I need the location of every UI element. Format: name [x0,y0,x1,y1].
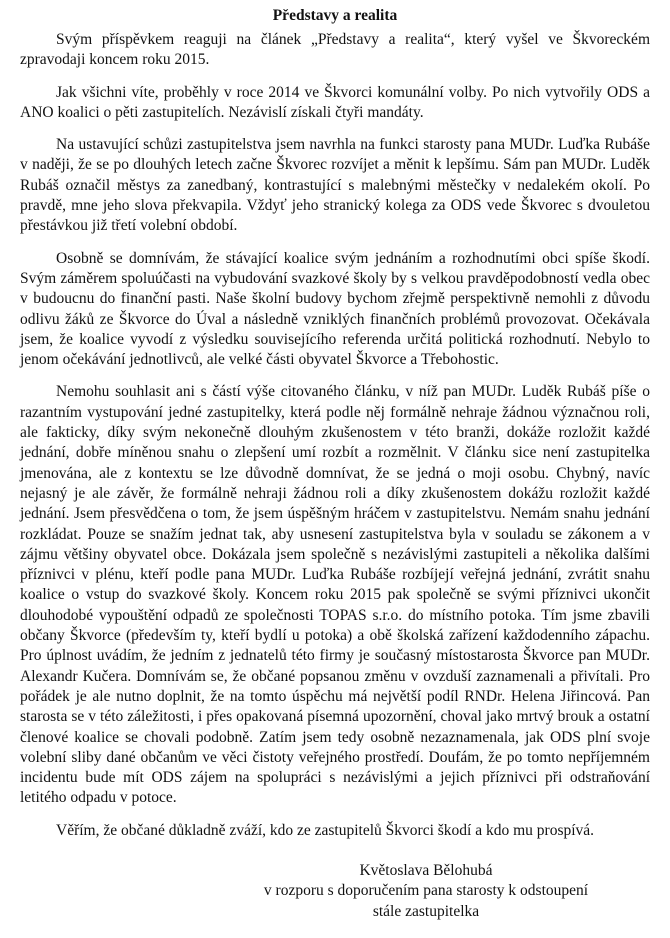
paragraph-intro: Svým příspěvkem reaguji na článek „Představy a realita“, který vyšel ve Škvoreckém zpravodaji koncem roku 2015. [20,31,650,69]
paragraph-disagreement: Nemohu souhlasit ani s částí výše citovaného článku, v níž pan MUDr. Luděk Rubáš píše o razantním vystupování jedné zastupitelky, která podle něj formálně nehraje žádnou význačnou roli, ale fakticky, díky svým nekonečně dlouhým zkušenostem v této branži, dokáže rozložit každé jednání, dobře míněnou snahu o zlepšení umí rozbít a rozmělnit. V článku sice není zastupitelka jmenována, ale z kontextu se lze důvodně domnívat, že se jedná o moji osobu. Chybný, navíc nejasný je ale závěr, že formálně nehraji žádnou roli a díky zkušenostem dokážu rozložit každé jednání. Jsem přesvědčena o tom, že jsem úspěšným hráčem v zastupitelstvu. Nemám snahu jednání rozkládat. Pouze se snažím jednat tak, aby usnesení zastupitelstva byla v souladu se zákonem a v zájmu většiny obyvatel obce. Dokázala jsem společně s nezávislými zastupiteli a několika dalšími příznivci v plénu, kteří podle pana MUDr. Luďka Rubáše rozbíjejí veřejná jednání, zvrátit snahu koalice o vstup do svazkové školy. Koncem roku 2015 pak společně se svými příznivci ukončit dlouhodobé vypouštění odpadů ze společnosti TOPAS s.r.o. do místního potoka. Tím jsme zbavili občany Škvorce (především ty, kteří bydlí u potoka) a obě školská zařízení každodenního zápachu. Pro úplnost uvádím, že jedním z jednatelů této firmy je současný místostarosta Škvorce pan MUDr. Alexandr Kučera. Domnívám se, že občané popsanou změnu v ovzduší zaznamenali a přivítali. Pro pořádek je ale nutno doplnit, že na tomto úspěchu má největší podíl RNDr. Helena Jiřincová. Pan starosta se v této záležitosti, i přes opakovaná písemná upozornění, choval jako mrtvý brouk a ostatní členové koalice se chovali podobně. Zatím jsem tedy osobně nezaznamenala, jak ODS plní svoje volební sliby dané občanům ve věci čistoty veřejného prostředí. Doufám, že po tomto nepříjemném incidentu bude mít ODS zájem na spolupráci s nezávislými a jejich příznivci při odstraňování letitého odpadu v potoce. [20,383,650,807]
paragraph-mayor-nomination: Na ustavující schůzi zastupitelstva jsem navrhla na funkci starosty pana MUDr. Luďka Rubáše v naději, že se po dlouhých letech začne Škvorec rozvíjet a měnit k lepšímu. Sám pan MUDr. Luděk Rubáš označil městys za zanedbaný, kontrastující s malebnými městečky v nedalekém okolí. Po pravdě, mne jeho slova překvapila. Vždyť jeho stranický kolega za ODS vede Škvorec s dvouletou přestávkou již třetí volební období. [20,136,650,235]
document-page [20,6,650,922]
signature-role: stále zastupitelka [372,902,480,920]
document-title: Představy a realita [272,7,398,24]
paragraph-coalition: Osobně se domnívám, že stávající koalice svým jednáním a rozhodnutími obci spíše škodí. Svým záměrem spoluúčasti na vybudování svazkové školy by s velkou pravděpodobností vedla obec v budoucnu do finanční pasti. Naše školní budovy bychom zřejmě perspektivně nemohli z důvodu odlivu žáků ze Škvorce do Úval a následně vzniklých finančních problémů provozovat. Očekávala jsem, že koalice vyvodí z výsledku souvisejícího referenda určitá politická rozhodnutí. Nebylo to jenom očekávání jednotlivců, ale velké části obyvatel Škvorce a Třebohostic. [20,249,650,369]
signature-note: v rozporu s doporučením pana starosty k odstoupení [263,882,589,900]
paragraph-closing: Věřím, že občané důkladně zváží, kdo ze zastupitelů Škvorci škodí a kdo mu prospívá. [56,821,595,839]
signature-name: Květoslava Bělohubá [359,861,493,879]
signature-block [256,861,596,922]
paragraph-elections: Jak všichni víte, proběhly v roce 2014 ve Škvorci komunální volby. Po nich vytvořily ODS a ANO koalici o pěti zastupitelích. Nezávislí získali čtyři mandáty. [20,83,650,121]
